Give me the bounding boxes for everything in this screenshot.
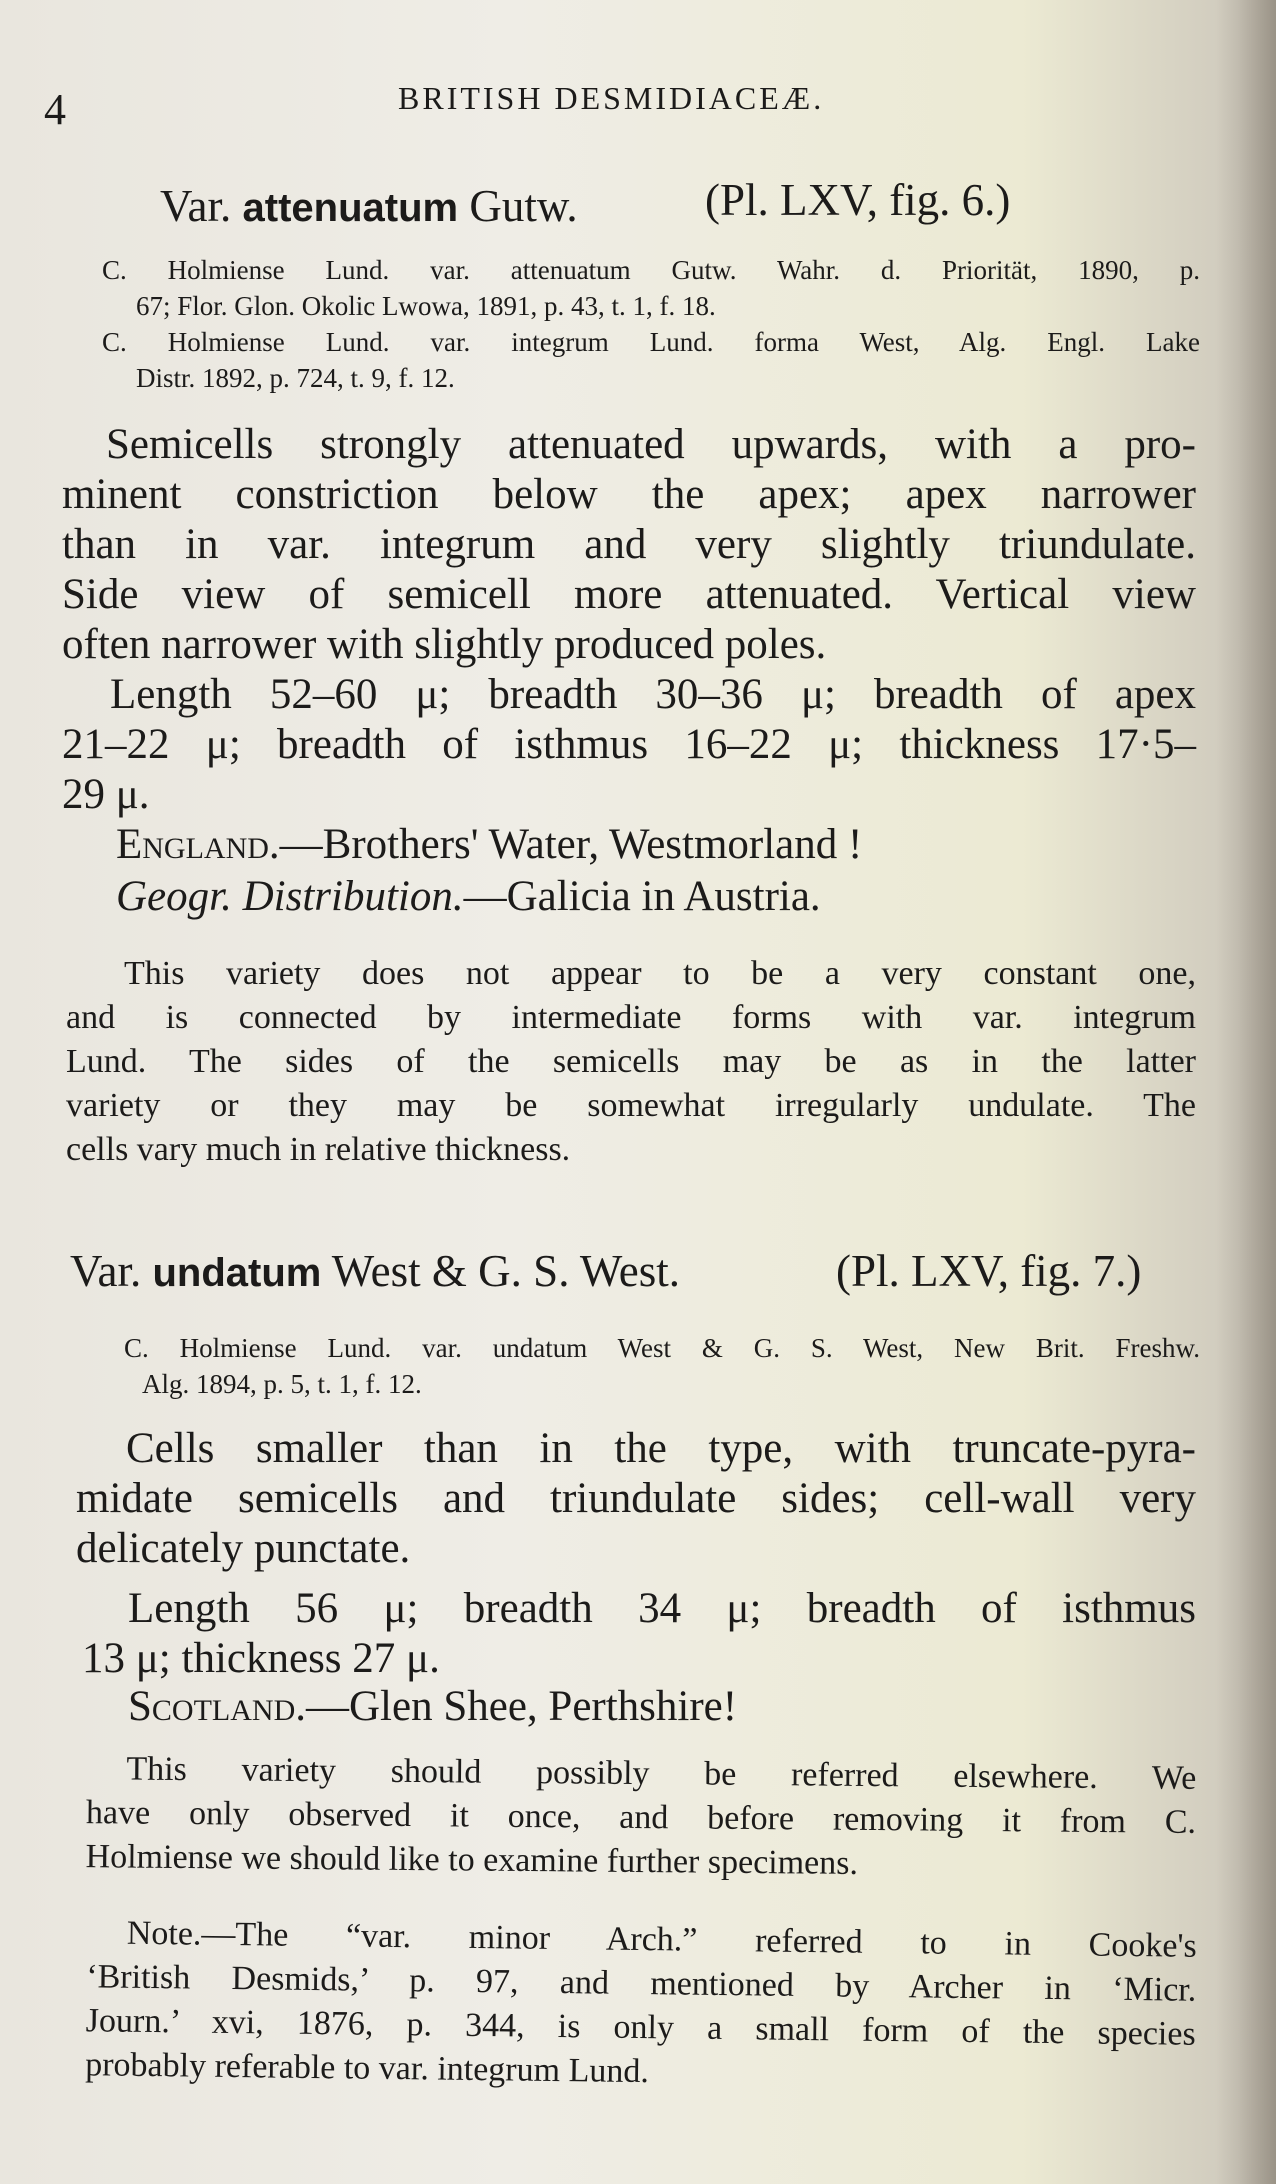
description-line: than in var. integrum and very slightly triundulate. <box>62 521 1196 568</box>
dimension-line: 13 μ; thickness 27 μ. <box>82 1635 440 1682</box>
page-gutter-shadow <box>1216 0 1276 2184</box>
undatum-heading <box>70 1245 680 1297</box>
heading-author: West & G. S. West. <box>321 1246 680 1296</box>
description-line: Semicells strongly attenuated upwards, with a pro- <box>106 421 1196 468</box>
note-line: Lund. The sides of the semicells may be as in the latter <box>66 1043 1196 1080</box>
running-head: BRITISH DESMIDIACEÆ. <box>398 80 825 116</box>
attenuatum-dimensions <box>62 670 1196 820</box>
note-line: ‘British Desmids,’ p. 97, and mentioned by Archer in ‘Micr. <box>86 1958 1197 2009</box>
dimension-line: 21–22 μ; breadth of isthmus 16–22 μ; thickness 17·5– <box>62 721 1196 768</box>
variety-name: undatum <box>152 1251 322 1295</box>
note-line: Journ.’ xvi, 1876, p. 344, is only a small form of the species <box>85 2002 1196 2053</box>
undatum-description <box>76 1424 1196 1574</box>
locality-text: —Brothers' Water, Westmorland ! <box>279 821 863 868</box>
attenuatum-note <box>66 952 1196 1172</box>
undatum-plate-ref: (Pl. LXV, fig. 7.) <box>836 1246 1142 1296</box>
attenuatum-description <box>62 420 1196 670</box>
note-line: have only observed it once, and before removing it from C. <box>85 1794 1197 1841</box>
synonym-line: 67; Flor. Glon. Okolic Lwowa, 1891, p. 43, t. 1, f. 18. <box>136 291 716 321</box>
note-line: Holmiense we should like to examine further specimens. <box>85 1838 859 1882</box>
locality-text: —Glen Shee, Perthshire! <box>306 1683 738 1730</box>
undatum-note <box>85 1747 1196 1889</box>
description-line: delicately punctate. <box>76 1525 411 1572</box>
heading-prefix: Var. <box>160 181 243 231</box>
dimension-line: Length 52–60 μ; breadth 30–36 μ; breadth of apex <box>110 671 1196 718</box>
dimension-line: 29 μ. <box>62 771 150 818</box>
heading-prefix: Var. <box>70 1246 153 1296</box>
description-line: midate semicells and triundulate sides; cell-wall very <box>76 1475 1196 1522</box>
heading-author: Gutw. <box>458 181 578 231</box>
description-line: Side view of semicell more attenuated. Vertical view <box>62 571 1196 618</box>
locality-label: England. <box>116 821 280 868</box>
attenuatum-distribution <box>116 872 821 922</box>
attenuatum-plate-ref: (Pl. LXV, fig. 6.) <box>705 175 1011 225</box>
synonym-line: C. Holmiense Lund. var. integrum Lund. forma West, Alg. Engl. Lake <box>102 327 1200 357</box>
attenuatum-synonyms <box>102 252 1200 396</box>
note-line: This variety does not appear to be a very constant one, <box>124 955 1196 992</box>
note-line: This variety should possibly be referred elsewhere. We <box>126 1750 1197 1797</box>
page-number: 4 <box>44 85 66 134</box>
synonym-line: C. Holmiense Lund. var. attenuatum Gutw. Wahr. d. Priorität, 1890, p. <box>102 255 1200 285</box>
note-line: and is connected by intermediate forms with var. integrum <box>66 999 1196 1036</box>
undatum-synonyms <box>124 1330 1200 1402</box>
description-line: Cells smaller than in the type, with truncate-pyra- <box>126 1425 1196 1472</box>
synonym-line: Distr. 1892, p. 724, t. 9, f. 12. <box>136 363 455 393</box>
note-line: probably referable to var. integrum Lund. <box>85 2046 650 2091</box>
attenuatum-locality <box>116 820 862 870</box>
distribution-text: —Galicia in Austria. <box>463 873 821 920</box>
synonym-line: Alg. 1894, p. 5, t. 1, f. 12. <box>142 1369 422 1399</box>
attenuatum-heading <box>160 180 578 232</box>
description-line: minent constriction below the apex; apex narrower <box>62 471 1196 518</box>
undatum-locality <box>128 1682 737 1732</box>
distribution-label: Geogr. Distribution. <box>116 873 464 920</box>
note-line: variety or they may be somewhat irregularly undulate. The <box>66 1087 1196 1124</box>
final-note <box>85 1911 1197 2101</box>
description-line: often narrower with slightly produced poles. <box>62 621 827 668</box>
dimension-line: Length 56 μ; breadth 34 μ; breadth of isthmus <box>128 1585 1196 1632</box>
locality-label: Scotland. <box>128 1683 306 1730</box>
note-line: Note.—The “var. minor Arch.” referred to in Cooke's <box>126 1914 1197 1965</box>
note-line: cells vary much in relative thickness. <box>66 1131 571 1168</box>
undatum-dimensions <box>82 1584 1196 1684</box>
variety-name: attenuatum <box>242 186 459 230</box>
synonym-line: C. Holmiense Lund. var. undatum West & G. S. West, New Brit. Freshw. <box>124 1333 1200 1363</box>
